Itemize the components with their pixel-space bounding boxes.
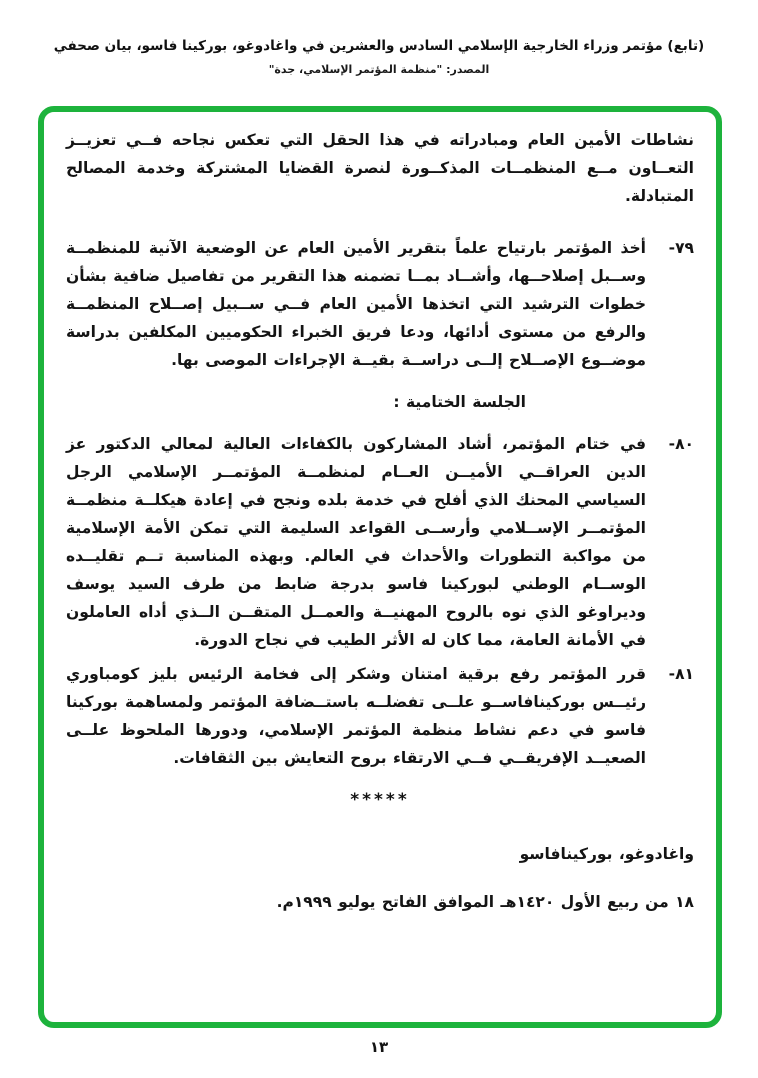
sign-off-date: ١٨ من ربيع الأول ١٤٢٠هـ الموافق الفاتح يوليو ١٩٩٩م. xyxy=(276,893,694,911)
paragraph-80 xyxy=(66,430,694,654)
paragraph-81-number: ٨١- xyxy=(668,665,694,683)
asterisk-separator: ***** xyxy=(350,790,410,810)
paragraph-79 xyxy=(66,234,694,374)
paragraph-81-text: قرر المؤتمر رفع برقية امتنان وشكر إلى فخامة الرئيس بليز كومباوري رئيــس بوركينافاســو علــى تفضلــه باستــضافة المؤتمر ولمساهمة بوركينا فاسو في دعم نشاط منظمة المؤتمر الإسلامي، ودورها الملحوظ علــى الصعيــد الإفريقــي فــي الارتقاء بروح التعايش بين الثقافات. xyxy=(66,665,646,767)
document-body xyxy=(44,112,716,916)
document-title: (تابع) مؤتمر وزراء الخارجية الإسلامي السادس والعشرين في واغادوغو، بوركينا فاسو، بيان صحفي xyxy=(53,38,705,54)
paragraph-80-number: ٨٠- xyxy=(668,435,694,453)
paragraph-79-text: أخذ المؤتمر بارتياح علماً بتقرير الأمين العام عن الوضعية الآنية للمنظمــة وســبل إصلاحــها، وأشــاد بمــا تضمنه هذا التقرير من تفاصيل ضافية بشأن خطوات الترشيد التي اتخذها الأمين العام فــي ســبيل إصــلاح المنظمــة والرفع من مستوى أدائها، ودعا فريق الخبراء الحكوميين المكلفين بدراسة موضــوع الإصــلاح إلــى دراســة بقيــة الإجراءات الموصى بها. xyxy=(66,239,646,369)
paragraph-80-text: في ختام المؤتمر، أشاد المشاركون بالكفاءات العالية لمعالي الدكتور عز الدين العراقــي الأميــن العــام لمنظمــة المؤتمــر الإسلامي الرجل السياسي المحنك الذي أفلح في خدمة بلده ونجح في إعادة هيكلــة منظمــة المؤتمــر الإســلامي وأرســى القواعد السليمة التي تمكن الأمة الإسلامية من مواكبة التطورات والأحداث في العالم. وبهذه المناسبة تــم تقليــده الوســام الوطني لبوركينا فاسو بدرجة ضابط من طرف السيد يوسف وديراوغو الذي نوه بالروح المهنيــة والعمــل المتقــن الــذي أداه العاملون في الأمانة العامة، مما كان له الأثر الطيب في نجاح الدورة. xyxy=(66,435,646,649)
page-number: ١٣ xyxy=(369,1038,389,1056)
intro-paragraph: نشاطات الأمين العام ومبادراته في هذا الحقل التي تعكس نجاحه فــي تعزيــز التعــاون مــع المنظمــات المذكــورة لنصرة القضايا المشتركة وخدمة المصالح المتبادلة. xyxy=(66,131,694,205)
paragraph-79-number: ٧٩- xyxy=(668,239,694,257)
sign-off-location: واغادوغو، بوركينافاسو xyxy=(519,845,694,863)
document-header xyxy=(0,38,758,76)
document-source-line: المصدر: "منظمة المؤتمر الإسلامي، جدة" xyxy=(268,63,490,76)
closing-session-heading: الجلسة الختامية : xyxy=(393,393,526,411)
paragraph-81 xyxy=(66,660,694,772)
